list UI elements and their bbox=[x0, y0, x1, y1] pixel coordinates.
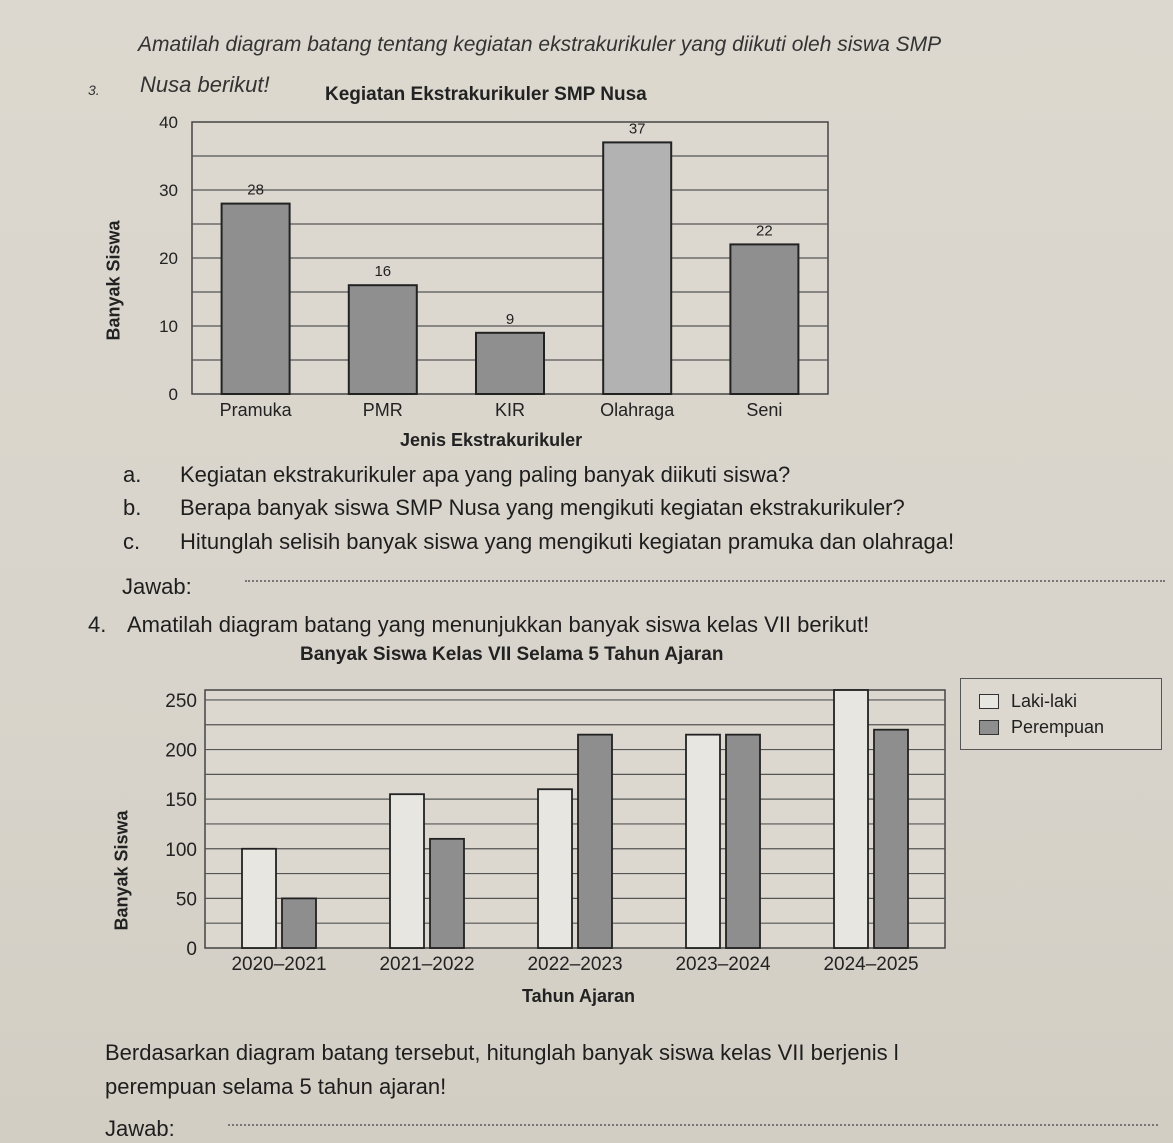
chart-1-y-tick-label: 30 bbox=[159, 181, 178, 200]
chart-2-bar-perempuan bbox=[726, 735, 760, 948]
chart-1-bar bbox=[222, 204, 290, 394]
chart-2-bar-laki-laki bbox=[686, 735, 720, 948]
chart-2-category-label: 2022–2023 bbox=[527, 954, 623, 975]
chart-1-y-axis-label: Banyak Siswa bbox=[103, 220, 124, 341]
chart-2-y-tick-label: 200 bbox=[165, 740, 197, 762]
question-4-answer-label: Jawab: bbox=[105, 1116, 175, 1141]
chart-1-category-label: Pramuka bbox=[219, 400, 292, 420]
question-4-text-line2: perempuan selama 5 tahun ajaran! bbox=[105, 1074, 447, 1099]
chart-1-data-label: 16 bbox=[374, 263, 392, 281]
question-3-answer-label: Jawab: bbox=[122, 574, 192, 599]
chart-2-bar-laki-laki bbox=[834, 690, 868, 948]
question-4-number: 4. bbox=[88, 612, 107, 637]
legend-item-perempuan bbox=[979, 717, 1104, 738]
chart-2-bar-laki-laki bbox=[538, 789, 572, 948]
chart-1-category-label: Olahraga bbox=[600, 400, 675, 420]
chart-1-y-tick-label: 40 bbox=[159, 113, 178, 132]
chart-1-bar bbox=[603, 142, 671, 394]
chart-2-y-tick-label: 150 bbox=[165, 790, 197, 812]
question-3-number: 3. bbox=[88, 82, 100, 98]
question-3-intro-line2: Nusa berikut! bbox=[140, 72, 270, 97]
question-4-text-line1: Berdasarkan diagram batang tersebut, hitunglah banyak siswa kelas VII berjenis l bbox=[105, 1040, 899, 1065]
chart-1-category-label: Seni bbox=[746, 400, 783, 420]
chart-1-bar bbox=[476, 333, 544, 394]
chart-2-title: Banyak Siswa Kelas VII Selama 5 Tahun Ajaran bbox=[300, 644, 724, 665]
chart-2-category-label: 2024–2025 bbox=[823, 954, 919, 975]
legend-swatch-perempuan bbox=[979, 720, 999, 735]
chart-2-bar-perempuan bbox=[578, 735, 612, 948]
chart-1-y-tick-label: 0 bbox=[168, 385, 178, 404]
question-3a-text: Kegiatan ekstrakurikuler apa yang paling banyak diikuti siswa? bbox=[180, 462, 791, 487]
chart-2-bar-perempuan bbox=[282, 898, 316, 948]
chart-1-bar bbox=[730, 244, 798, 394]
student-count-bar-chart bbox=[165, 690, 945, 975]
chart-2-x-axis-label: Tahun Ajaran bbox=[522, 986, 636, 1006]
chart-2-bar-perempuan bbox=[874, 730, 908, 948]
chart-2-y-tick-label: 0 bbox=[186, 939, 197, 960]
chart-2-bar-laki-laki bbox=[242, 849, 276, 948]
question-3-intro-line1: Amatilah diagram batang tentang kegiatan ekstrakurikuler yang diikuti oleh siswa SMP bbox=[138, 33, 942, 56]
extracurricular-bar-chart bbox=[159, 113, 828, 420]
chart-1-data-label: 28 bbox=[247, 181, 264, 199]
chart-1-data-label: 37 bbox=[628, 120, 646, 138]
chart-2-bar-laki-laki bbox=[390, 794, 424, 948]
chart-1-data-label: 9 bbox=[505, 310, 515, 328]
chart-1-x-axis-label: Jenis Ekstrakurikuler bbox=[400, 430, 583, 450]
question-4-answer-line[interactable] bbox=[228, 1124, 1158, 1126]
legend-label-laki-laki: Laki-laki bbox=[1011, 691, 1078, 711]
chart-2-category-label: 2023–2024 bbox=[675, 954, 771, 975]
question-3c-text: Hitunglah selisih banyak siswa yang mengikuti kegiatan pramuka dan olahraga! bbox=[180, 529, 955, 554]
legend-label-perempuan: Perempuan bbox=[1011, 717, 1105, 737]
chart-2-y-axis-label: Banyak Siswa bbox=[111, 810, 132, 931]
chart-1-bar bbox=[349, 285, 417, 394]
chart-1-y-tick-label: 10 bbox=[159, 317, 178, 336]
chart-1-data-label: 22 bbox=[756, 222, 773, 240]
chart-2-legend bbox=[960, 678, 1162, 750]
question-4-intro: Amatilah diagram batang yang menunjukkan banyak siswa kelas VII berikut! bbox=[127, 612, 870, 637]
chart-1-category-label: PMR bbox=[362, 400, 403, 420]
question-3c-label: c. bbox=[123, 529, 141, 554]
legend-item-laki-laki bbox=[979, 691, 1077, 712]
question-3b-text: Berapa banyak siswa SMP Nusa yang mengikuti kegiatan ekstrakurikuler? bbox=[180, 495, 905, 520]
chart-1-title: Kegiatan Ekstrakurikuler SMP Nusa bbox=[325, 84, 647, 105]
legend-swatch-laki-laki bbox=[979, 694, 999, 709]
chart-2-y-tick-label: 100 bbox=[165, 839, 197, 861]
question-3b-label: b. bbox=[123, 495, 142, 520]
chart-2-category-label: 2020–2021 bbox=[231, 954, 327, 975]
chart-2-y-tick-label: 50 bbox=[175, 889, 197, 911]
chart-2-category-label: 2021–2022 bbox=[379, 954, 475, 975]
chart-2-bar-perempuan bbox=[430, 839, 464, 948]
question-3a-label: a. bbox=[123, 462, 142, 487]
chart-1-y-tick-label: 20 bbox=[159, 249, 178, 268]
chart-1-category-label: KIR bbox=[494, 400, 526, 420]
question-3-answer-line[interactable] bbox=[245, 580, 1165, 582]
chart-2-y-tick-label: 250 bbox=[165, 690, 197, 712]
